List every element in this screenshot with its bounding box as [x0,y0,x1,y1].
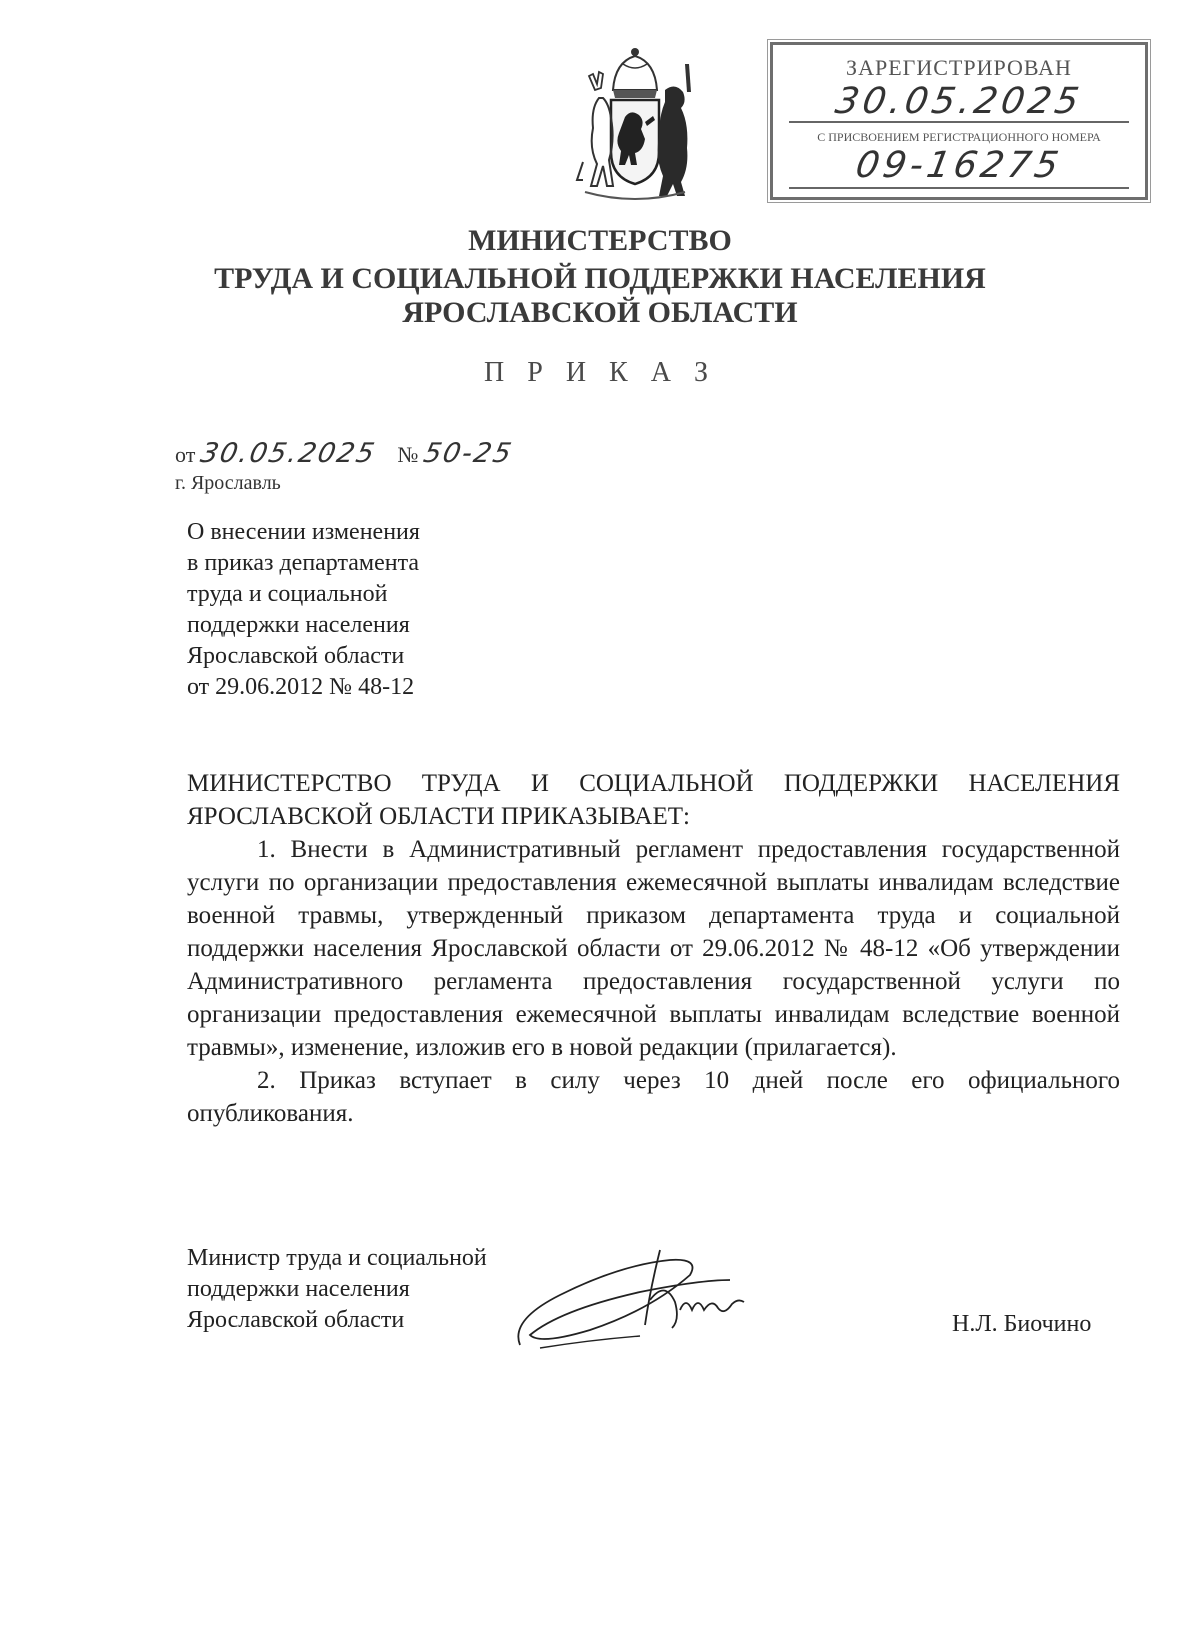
subject-line: труда и социальной [187,581,388,607]
stamp-registration-number: 09-16275 [852,145,1066,186]
coat-of-arms-icon [565,42,705,212]
stamp-divider [789,121,1129,123]
number-prefix: № [397,442,419,467]
signer-position [187,1243,487,1336]
signer-position-line: Министр труда и социальной [187,1245,487,1271]
subject-line: от 29.06.2012 № 48-12 [187,674,415,700]
subject-line: О внесении изменения [187,519,420,545]
stamp-divider [789,187,1129,189]
order-subject [187,517,487,703]
signer-position-line: Ярославской области [187,1307,405,1333]
order-item-2: 2. Приказ вступает в силу через 10 дней после его официального опубликования. [187,1067,1120,1127]
subject-line: в приказ департамента [187,550,420,576]
order-body [187,767,1120,1130]
stamp-date: 30.05.2025 [832,81,1086,122]
ministry-title-line-1: МИНИСТЕРСТВО [468,224,732,257]
handwritten-signature [500,1240,810,1360]
signer-position-line: поддержки населения [187,1276,410,1302]
stamp-title: ЗАРЕГИСТРИРОВАН [846,55,1072,80]
subject-line: Ярославской области [187,643,405,669]
signer-name: Н.Л. Биочино [952,1311,1092,1337]
registration-stamp [770,42,1148,200]
order-date: 30.05.2025 [197,438,379,469]
date-prefix: от [175,442,196,467]
ministry-title-line-2: ТРУДА И СОЦИАЛЬНОЙ ПОДДЕРЖКИ НАСЕЛЕНИЯ [214,262,986,295]
order-preamble: МИНИСТЕРСТВО ТРУДА И СОЦИАЛЬНОЙ ПОДДЕРЖКИ НАСЕЛЕНИЯ ЯРОСЛАВСКОЙ ОБЛАСТИ ПРИКАЗЫВАЕТ: [187,770,1120,830]
subject-line: поддержки населения [187,612,410,638]
stamp-caption: С ПРИСВОЕНИЕМ РЕГИСТРАЦИОННОГО НОМЕРА [817,130,1101,144]
order-date-number [175,438,516,469]
order-city: г. Ярославль [175,472,281,494]
document-type: П Р И К А З [484,357,716,388]
order-item-1: 1. Внести в Административный регламент предоставления государственной услуги по организации предоставления ежемесячной выплаты инвалидам вследствие военной травмы, утвержденный приказом департамента труда и социальной поддержки населения Ярославской области от 29.06.2012 № 48-12 «Об утверждении Административного регламента предоставления государственной услуги по организации предоставления ежемесячной выплаты инвалидам вследствие военной травмы», изменение, изложив его в новой редакции (прилагается). [187,836,1120,1061]
order-number: 50-25 [420,438,516,469]
ministry-title-line-3: ЯРОСЛАВСКОЙ ОБЛАСТИ [402,296,798,329]
